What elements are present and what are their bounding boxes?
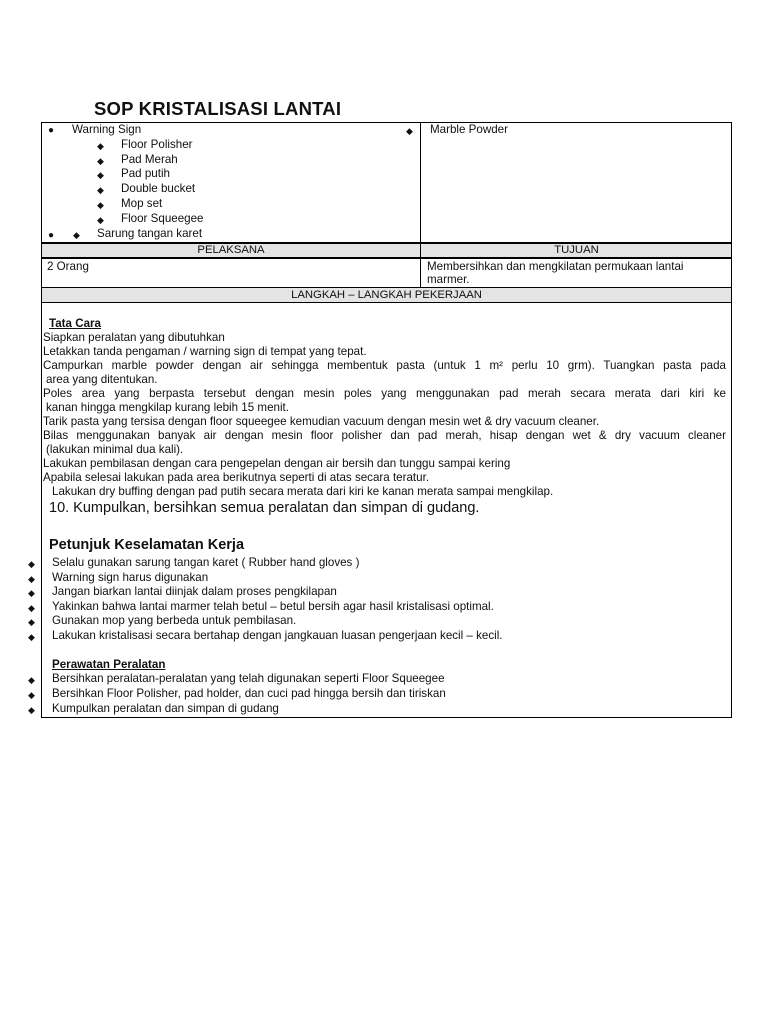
diamond-bullet-icon: ◆ [28, 632, 35, 642]
step-line: Campurkan marble powder dengan air sehingga membentuk pasta (untuk 1 m² perlu 10 grm). Tuangkan pasta pada [43, 359, 726, 372]
safety-item: Warning sign harus digunakan [52, 571, 209, 584]
diamond-bullet-icon: ◆ [97, 200, 104, 210]
tata-cara-heading: Tata Cara [49, 317, 101, 330]
safety-item: Lakukan kristalisasi secara bertahap dengan jangkauan luasan pengerjaan kecil – kecil. [52, 629, 503, 642]
safety-item: Yakinkan bahwa lantai marmer telah betul – betul bersih agar hasil kristalisasi optimal. [52, 600, 494, 613]
step-line: (lakukan minimal dua kali). [46, 443, 184, 456]
equipment-item: Mop set [121, 197, 163, 210]
safety-item: Selalu gunakan sarung tangan karet ( Rubber hand gloves ) [52, 556, 360, 569]
step-line: Lakukan pembilasan dengan cara pengepelan dengan air bersih dan tunggu sampai kering [43, 457, 511, 470]
step-line: kanan hingga mengkilap kurang lebih 15 menit. [46, 401, 289, 414]
tujuan-header: TUJUAN [554, 244, 599, 256]
marble-powder-label: Marble Powder [430, 123, 508, 136]
bullet-dot-icon: ● [48, 125, 55, 136]
safety-item: Jangan biarkan lantai diinjak dalam proses pengkilapan [52, 585, 337, 598]
perawatan-heading: Perawatan Peralatan [52, 658, 166, 671]
step-line: Bilas menggunakan banyak air dengan mesin floor polisher dan pad merah, hisap dengan wet & dry vacuum cleaner [43, 429, 726, 442]
diamond-bullet-icon: ◆ [28, 675, 35, 685]
diamond-bullet-icon: ◆ [97, 215, 104, 225]
step-line: Apabila selesai lakukan pada area berikutnya seperti di atas secara teratur. [43, 471, 430, 484]
row-divider [42, 257, 731, 259]
pelaksana-value: 2 Orang [47, 260, 89, 273]
diamond-bullet-icon: ◆ [28, 617, 35, 627]
sop-table [28, 122, 732, 718]
gloves-label: Sarung tangan karet [97, 227, 203, 240]
diamond-bullet-icon: ◆ [406, 126, 413, 136]
maintenance-item: Bersihkan Floor Polisher, pad holder, dan cuci pad hingga bersih dan tiriskan [52, 687, 446, 700]
row-divider [42, 302, 731, 303]
step-line: Poles area yang berpasta tersebut dengan mesin poles yang menggunakan pad merah secara merata dari kiri ke [43, 387, 726, 400]
bullet-dot-icon: ● [48, 230, 55, 241]
equipment-item: Pad putih [121, 167, 170, 180]
diamond-bullet-icon: ◆ [28, 603, 35, 613]
diamond-bullet-icon: ◆ [28, 588, 35, 598]
maintenance-item: Bersihkan peralatan-peralatan yang telah digunakan seperti Floor Squeegee [52, 672, 445, 685]
step-line: Letakkan tanda pengaman / warning sign di tempat yang tepat. [43, 345, 367, 358]
diamond-bullet-icon: ◆ [97, 185, 104, 195]
warning-sign-label: Warning Sign [72, 123, 142, 136]
diamond-bullet-icon: ◆ [28, 574, 35, 584]
equipment-item: Pad Merah [121, 153, 178, 166]
tujuan-value-line: marmer. [427, 273, 470, 286]
keselamatan-heading: Petunjuk Keselamatan Kerja [49, 537, 245, 553]
step-line: Lakukan dry buffing dengan pad putih secara merata dari kiri ke kanan merata sampai mengkilap. [52, 485, 554, 498]
diamond-bullet-icon: ◆ [28, 705, 35, 715]
maintenance-item: Kumpulkan peralatan dan simpan di gudang [52, 702, 279, 715]
diamond-bullet-icon: ◆ [97, 170, 104, 180]
column-divider [420, 123, 421, 287]
diamond-bullet-icon: ◆ [97, 156, 104, 166]
document-title: SOP KRISTALISASI LANTAI [94, 98, 342, 119]
diamond-bullet-icon: ◆ [28, 559, 35, 569]
diamond-bullet-icon: ◆ [73, 230, 80, 240]
diamond-bullet-icon: ◆ [28, 690, 35, 700]
safety-item: Gunakan mop yang berbeda untuk pembilasan. [52, 614, 297, 627]
tujuan-value-line: Membersihkan dan mengkilatan permukaan lantai [427, 260, 684, 273]
equipment-item: Double bucket [121, 182, 196, 195]
step-line: Siapkan peralatan yang dibutuhkan [43, 331, 225, 344]
step-line: area yang ditentukan. [46, 373, 158, 386]
equipment-item: Floor Squeegee [121, 212, 204, 225]
pelaksana-header: PELAKSANA [197, 244, 265, 256]
equipment-item: Floor Polisher [121, 138, 193, 151]
langkah-header: LANGKAH – LANGKAH PEKERJAAN [291, 289, 482, 301]
step-line: Tarik pasta yang tersisa dengan floor squeegee kemudian vacuum dengan mesin wet & dry vacuum cleaner. [43, 415, 600, 428]
step-10: 10. Kumpulkan, bersihkan semua peralatan dan simpan di gudang. [49, 500, 480, 516]
diamond-bullet-icon: ◆ [97, 141, 104, 151]
